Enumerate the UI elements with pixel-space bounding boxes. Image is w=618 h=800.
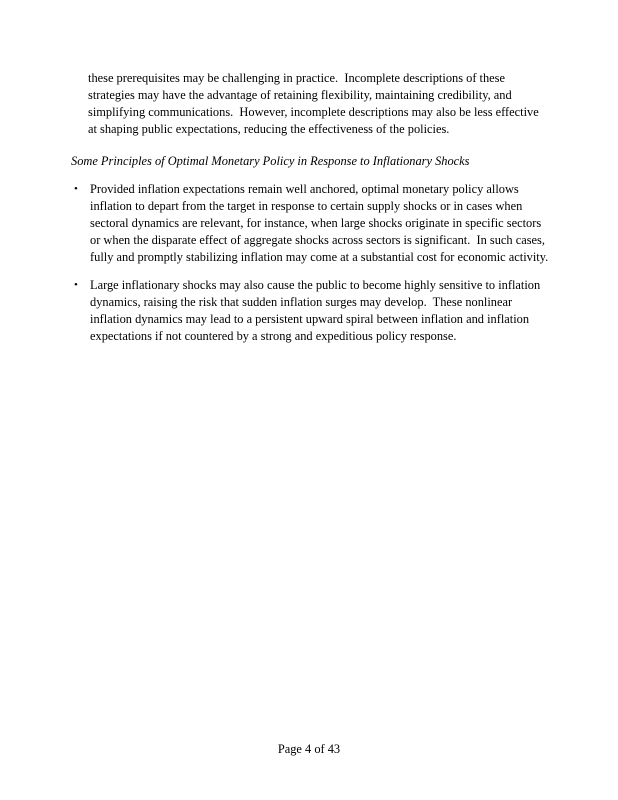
section-heading: Some Principles of Optimal Monetary Policy in Response to Inflationary Shocks: [71, 154, 470, 168]
list-item: [71, 277, 550, 345]
bullet-icon: •: [74, 183, 78, 195]
bullet-text: Large inflationary shocks may also cause the public to become highly sensitive to inflation dynamics, raising the risk that sudden inflation surges may develop. These nonlinear inflation dynamics may lead to a persistent upward spiral between inflation and inflation expectations if not countered by a strong and expeditious policy response.: [90, 278, 544, 343]
bullet-icon: •: [74, 279, 78, 291]
page-number-footer: Page 4 of 43: [277, 742, 341, 756]
bullet-list: [71, 181, 549, 345]
page-content: [71, 70, 549, 345]
bullet-text: Provided inflation expectations remain well anchored, optimal monetary policy allows inflation to depart from the target in response to certain supply shocks or in cases when sectoral dynamics are relevant, for instance, when large shocks originate in specific sectors or when the disparate effect of aggregate shocks across sectors is significant. In such cases, fully and promptly stabilizing inflation may come at a substantial cost for economic activity.: [90, 182, 549, 264]
list-item: [71, 181, 550, 266]
lead-paragraph: these prerequisites may be challenging in practice. Incomplete descriptions of these strategies may have the advantage of retaining flexibility, maintaining credibility, and simplifying communications. However, incomplete descriptions may also be less effective at shaping public expectations, reducing the effectiveness of the policies.: [88, 71, 542, 136]
